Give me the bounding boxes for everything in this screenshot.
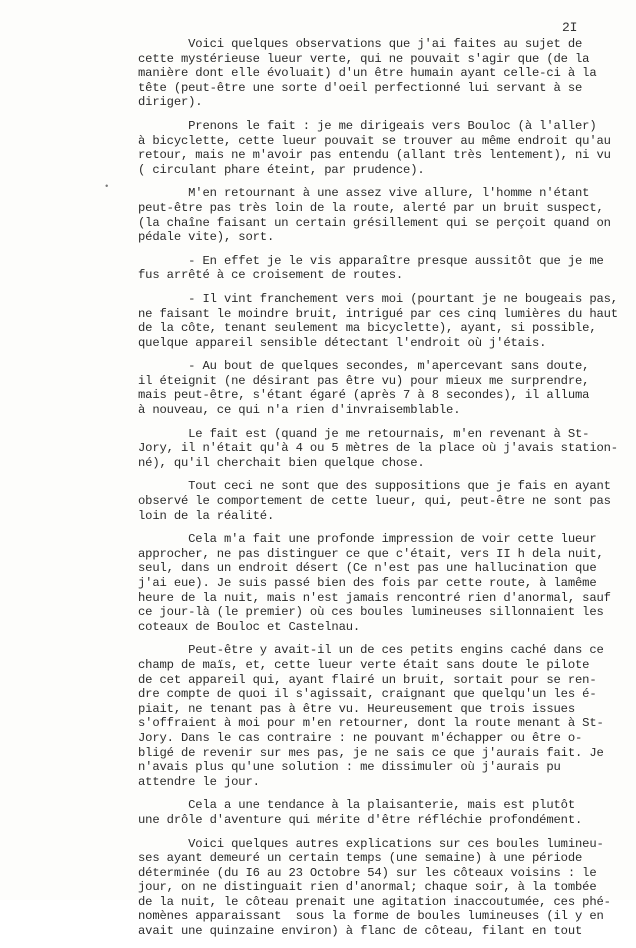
text-line: Jory. Dans le cas contraire : ne pouvant m'échapper ou être o- [138, 730, 583, 745]
text-line: dre compte de quoi il s'agissait, craignant que quelqu'un les é- [138, 687, 597, 702]
text-line: ( circulant phare éteint, par prudence). [138, 162, 425, 177]
text-line: coteaux de Bouloc et Castelnau. [138, 619, 361, 634]
text-line: seul, dans un endroit désert (Ce n'est pas une hallucination que [138, 561, 597, 576]
text-line: - Au bout de quelques secondes, m'apercevant sans doute, [138, 359, 590, 374]
text-line: attendre le jour. [138, 774, 260, 789]
text-line: une drôle d'aventure qui mérite d'être réfléchie profondément. [138, 812, 583, 827]
text-line: de la nuit, le côteau prenait une agitation inaccoutumée, ces phé- [138, 894, 611, 909]
text-line: heure de la nuit, mais n'est jamais rencontré rien d'anormal, sauf [138, 590, 611, 605]
text-line: observé le comportement de cette lueur, qui, peut-être ne sont pas [138, 494, 611, 509]
text-line: tête (peut-être une sorte d'oeil perfectionné lui servant à se [138, 80, 583, 95]
text-line: Prenons le fait : je me dirigeais vers Bouloc (à l'aller) [138, 118, 597, 133]
paragraph [138, 359, 618, 417]
text-line: jour, on ne distinguait rien d'anormal; chaque soir, à la tombée [138, 880, 597, 895]
text-line: M'en retournant à une assez vive allure, l'homme n'étant [138, 186, 590, 201]
text-line: Voici quelques observations que j'ai faites au sujet de [138, 37, 583, 51]
text-line: Peut-être y avait-il un de ces petits engins caché dans ce [138, 643, 604, 658]
text-line: approcher, ne pas distinguer ce que c'était, vers II h dela nuit, [138, 546, 604, 561]
text-line: j'ai eue). Je suis passé bien des fois par cette route, à lamême [138, 576, 597, 590]
text-line: avait une quinzaine environ) à flanc de côteau, filant en tout [138, 924, 583, 939]
paragraph [138, 37, 618, 110]
text-line: né), qu'il cherchait bien quelque chose. [138, 455, 425, 470]
text-line: peut-être pas très loin de la route, alerté par un bruit suspect, [138, 200, 604, 215]
text-line: s'offraient à moi pour m'en retourner, dont la route menant à St- [138, 716, 604, 731]
text-line: bligé de revenir sur mes pas, je ne sais ce que j'aurais fait. Je [138, 745, 604, 760]
text-line: Le fait est (quand je me retournais, m'en revenant à St- [138, 426, 590, 441]
text-line: Jory, il n'était qu'à 4 ou 5 mètres de la place où j'avais station- [138, 441, 618, 456]
text-line: fus arrêté à ce croisement de routes. [138, 268, 404, 283]
paragraph [138, 186, 618, 244]
text-line: il éteignit (ne désirant pas être vu) pour mieux me surprendre, [138, 373, 590, 388]
body-text [138, 37, 618, 948]
text-line: n'avais plus qu'une solution : me dissimuler où j'aurais pu [138, 760, 561, 775]
paragraph [138, 427, 618, 471]
paragraph [138, 837, 618, 939]
text-line: déterminée (du I6 au 23 Octobre 54) sur les côteaux voisins : le [138, 865, 597, 880]
text-line: de cet appareil qui, ayant flairé un bruit, sortait pour se ren- [138, 672, 597, 687]
text-line: de la côte, tenant seulement ma bicyclette), ayant, si possible, [138, 321, 597, 336]
margin-mark: • [104, 182, 110, 192]
paragraph [138, 119, 618, 177]
text-line: ce jour-là (le premier) où ces boules lumineuses sillonnaient les [138, 605, 604, 620]
text-line: - En effet je le vis apparaître presque aussitôt que je me [138, 253, 604, 268]
paragraph [138, 292, 618, 350]
paragraph [138, 643, 618, 789]
paragraph [138, 479, 618, 523]
text-line: mais peut-être, s'étant égaré (après 7 à 8 secondes), il alluma [138, 388, 590, 403]
text-line: pédale vite), sort. [138, 230, 275, 245]
text-line: piait, ne tenant pas à être vu. Heureusement que trois issues [138, 701, 575, 716]
text-line: à bicyclette, cette lueur pouvait se trouver au même endroit qu'au [138, 133, 611, 148]
text-line: ses ayant demeuré un certain temps (une semaine) à une période [138, 851, 583, 866]
text-line: nomènes apparaissant sous la forme de boules lumineuses (il y en [138, 909, 604, 924]
text-line: cette mystérieuse lueur verte, qui ne pouvait s'agir que (de la [138, 51, 590, 66]
text-line: à nouveau, ce qui n'a rien d'invraisemblable. [138, 403, 461, 418]
text-line: Cela a une tendance à la plaisanterie, mais est plutôt [138, 798, 575, 813]
paragraph [138, 798, 618, 827]
text-line: Tout ceci ne sont que des suppositions que je fais en ayant [138, 479, 611, 494]
text-line: (la chaîne faisant un certain grésillement qui se perçoit quand on [138, 215, 611, 230]
text-line: ne faisant le moindre bruit, intrigué par ces cinq lumières du haut [138, 306, 618, 321]
text-line: retour, mais ne m'avoir pas entendu (allant très lentement), ni vu [138, 148, 611, 163]
text-line: champ de maïs, et, cette lueur verte était sans doute le pilote [138, 657, 590, 672]
text-line: Voici quelques autres explications sur ces boules lumineu- [138, 836, 604, 851]
page-number: 2I [562, 20, 578, 35]
paragraph [138, 254, 618, 283]
paragraph [138, 532, 618, 634]
text-line: manière dont elle évoluait) d'un être humain ayant celle-ci à la [138, 66, 597, 81]
text-line: quelque appareil sensible détectant l'endroit où j'étais. [138, 335, 547, 350]
text-line: Cela m'a fait une profonde impression de voir cette lueur [138, 532, 597, 547]
text-line: diriger). [138, 95, 203, 110]
text-line: loin de la réalité. [138, 508, 275, 523]
text-line: - Il vint franchement vers moi (pourtant je ne bougeais pas, [138, 291, 618, 306]
